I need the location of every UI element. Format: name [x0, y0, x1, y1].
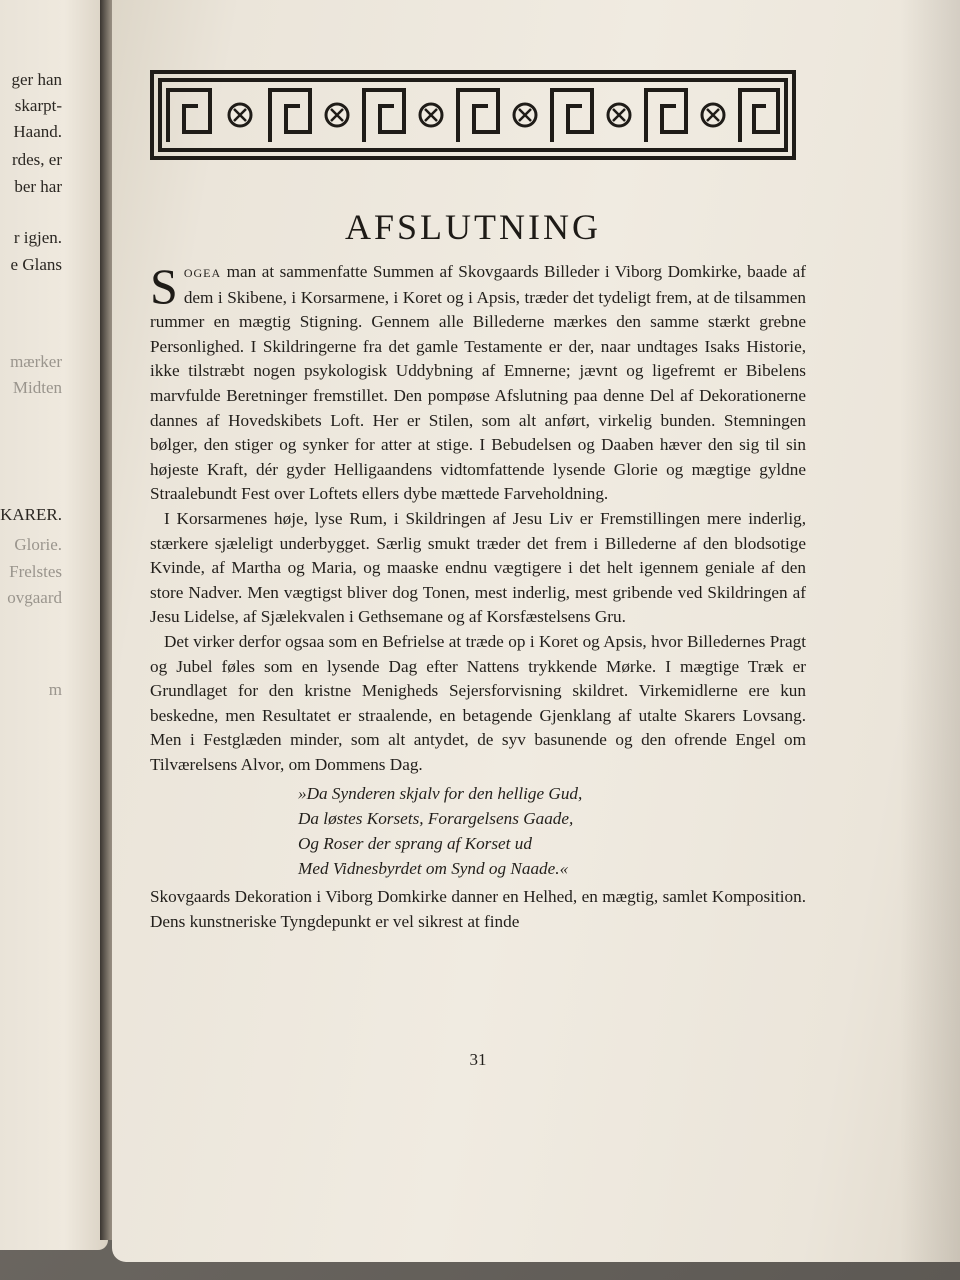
- greek-key-ornament: [150, 70, 796, 160]
- first-word-rest: OGEA: [183, 266, 222, 280]
- chapter-title: AFSLUTNING: [344, 207, 601, 247]
- left-page-text-fragment: KARER.: [0, 505, 62, 524]
- left-page-text-fragment: ger han: [11, 70, 62, 89]
- left-page-text-fragment: Glorie.: [14, 535, 62, 554]
- verse-line: »Da Synderen skjalv for den hellige Gud,: [298, 784, 583, 804]
- paragraph-2: I Korsarmenes høje, lyse Rum, i Skildringen af Jesu Liv er Fremstillingen mere inderlig, stærkere sjæleligt underbygget. Særlig smukt træder det frem i Billederne af den blodsotige Kvinde, af Martha og Maria, og maaske endnu vægtigere i det helt igennem geniale af den store Nadver. Men vægtigst bliver dog Tonen, mest inderlig, mest gribende ved Skildringen af Jesu Lidelse, af Sjælekvalen i Gethsemane og af Korsfæstelsens Gru.: [150, 508, 806, 627]
- left-page-text-fragment: rdes, er: [11, 150, 62, 169]
- verse-line: Og Roser der sprang af Korset ud: [298, 834, 532, 854]
- left-page-text-fragment: ovgaard: [7, 588, 62, 607]
- left-page-text-fragment: Haand.: [13, 122, 62, 141]
- left-page-text-fragment: e Glans: [10, 255, 62, 274]
- verse-line: Med Vidnesbyrdet om Synd og Naade.«: [298, 859, 569, 879]
- paragraph-3: Det virker derfor ogsaa som en Befrielse at træde op i Koret og Apsis, hvor Billedernes Pragt og Jubel føles som en lysende Dag efter Nattens trykkende Mørke. I mægtige Træk er Grundlaget for den kristne Menigheds Sejersforvisning skildret. Virkemidlerne ere kun beskedne, men Resultatet er straalende, en betagende Gjenklang af utalte Skarers Lovsang. Men i Festglæden minder, som alt antydet, de syv basunende og den ofrende Engel om Tilværelsens Alvor, om Dommens Dag.: [150, 631, 806, 774]
- page-shadow: [900, 0, 960, 1262]
- left-page-text-fragment: Frelstes: [9, 562, 62, 581]
- left-page-text-fragment: mærker: [10, 352, 62, 371]
- drop-cap: S: [150, 258, 178, 314]
- paragraph-1: [150, 260, 806, 507]
- left-page-text-fragment: m: [48, 680, 62, 699]
- left-page-text-fragment: skarpt-: [14, 96, 62, 115]
- verse-line: Da løstes Korsets, Forargelsens Gaade,: [298, 809, 574, 829]
- closing-paragraph: Skovgaards Dekoration i Viborg Domkirke danner en Helhed, en mægtig, samlet Komposition. Dens kunstneriske Tyngdepunkt er vel sikrest at finde: [150, 887, 806, 932]
- left-page-text-fragment: ber har: [14, 177, 62, 196]
- paragraph-1-text: man at sammenfatte Summen af Skovgaards Billeder i Viborg Domkirke, baade af dem i Skibene, i Korsarmene, i Koret og i Apsis, træder det tydeligt frem, at de tilsammen rummer en mægtig Stigning. Gennem alle Billederne mærkes den samme stærkt grebne Personlighed. I Skildringerne fra det gamle Testamente er der, naar undtages Isaks Historie, ikke tilstræbt nogen psykologisk Uddybning af Emnerne; jævnt og ligefremt er Bibelens marvfulde Beretninger fremstillet. Den pompøse Afslutning paa denne Del af Dekorationerne dannes af Hovedskibets Loft. Her er Stilen, som alt anført, virkelig bunden. Stemningen bølger, den stiger og synker for atter at stige. I Bebudelsen og Daaben hæver den sig til sin højeste Kraft, dér gyder Helligaandens vidtomfattende lysende Glorie og mægtige gyldne Straalebundt Fest over Loftets ellers dybe mættede Farveholdning.: [150, 262, 806, 504]
- page-number: 31: [469, 1050, 487, 1069]
- left-page-text-fragment: r igjen.: [13, 228, 62, 247]
- left-page: [0, 0, 108, 1250]
- verse-quote: [298, 781, 806, 881]
- chapter-body: [150, 260, 806, 935]
- left-page-text-fragment: Midten: [12, 378, 62, 397]
